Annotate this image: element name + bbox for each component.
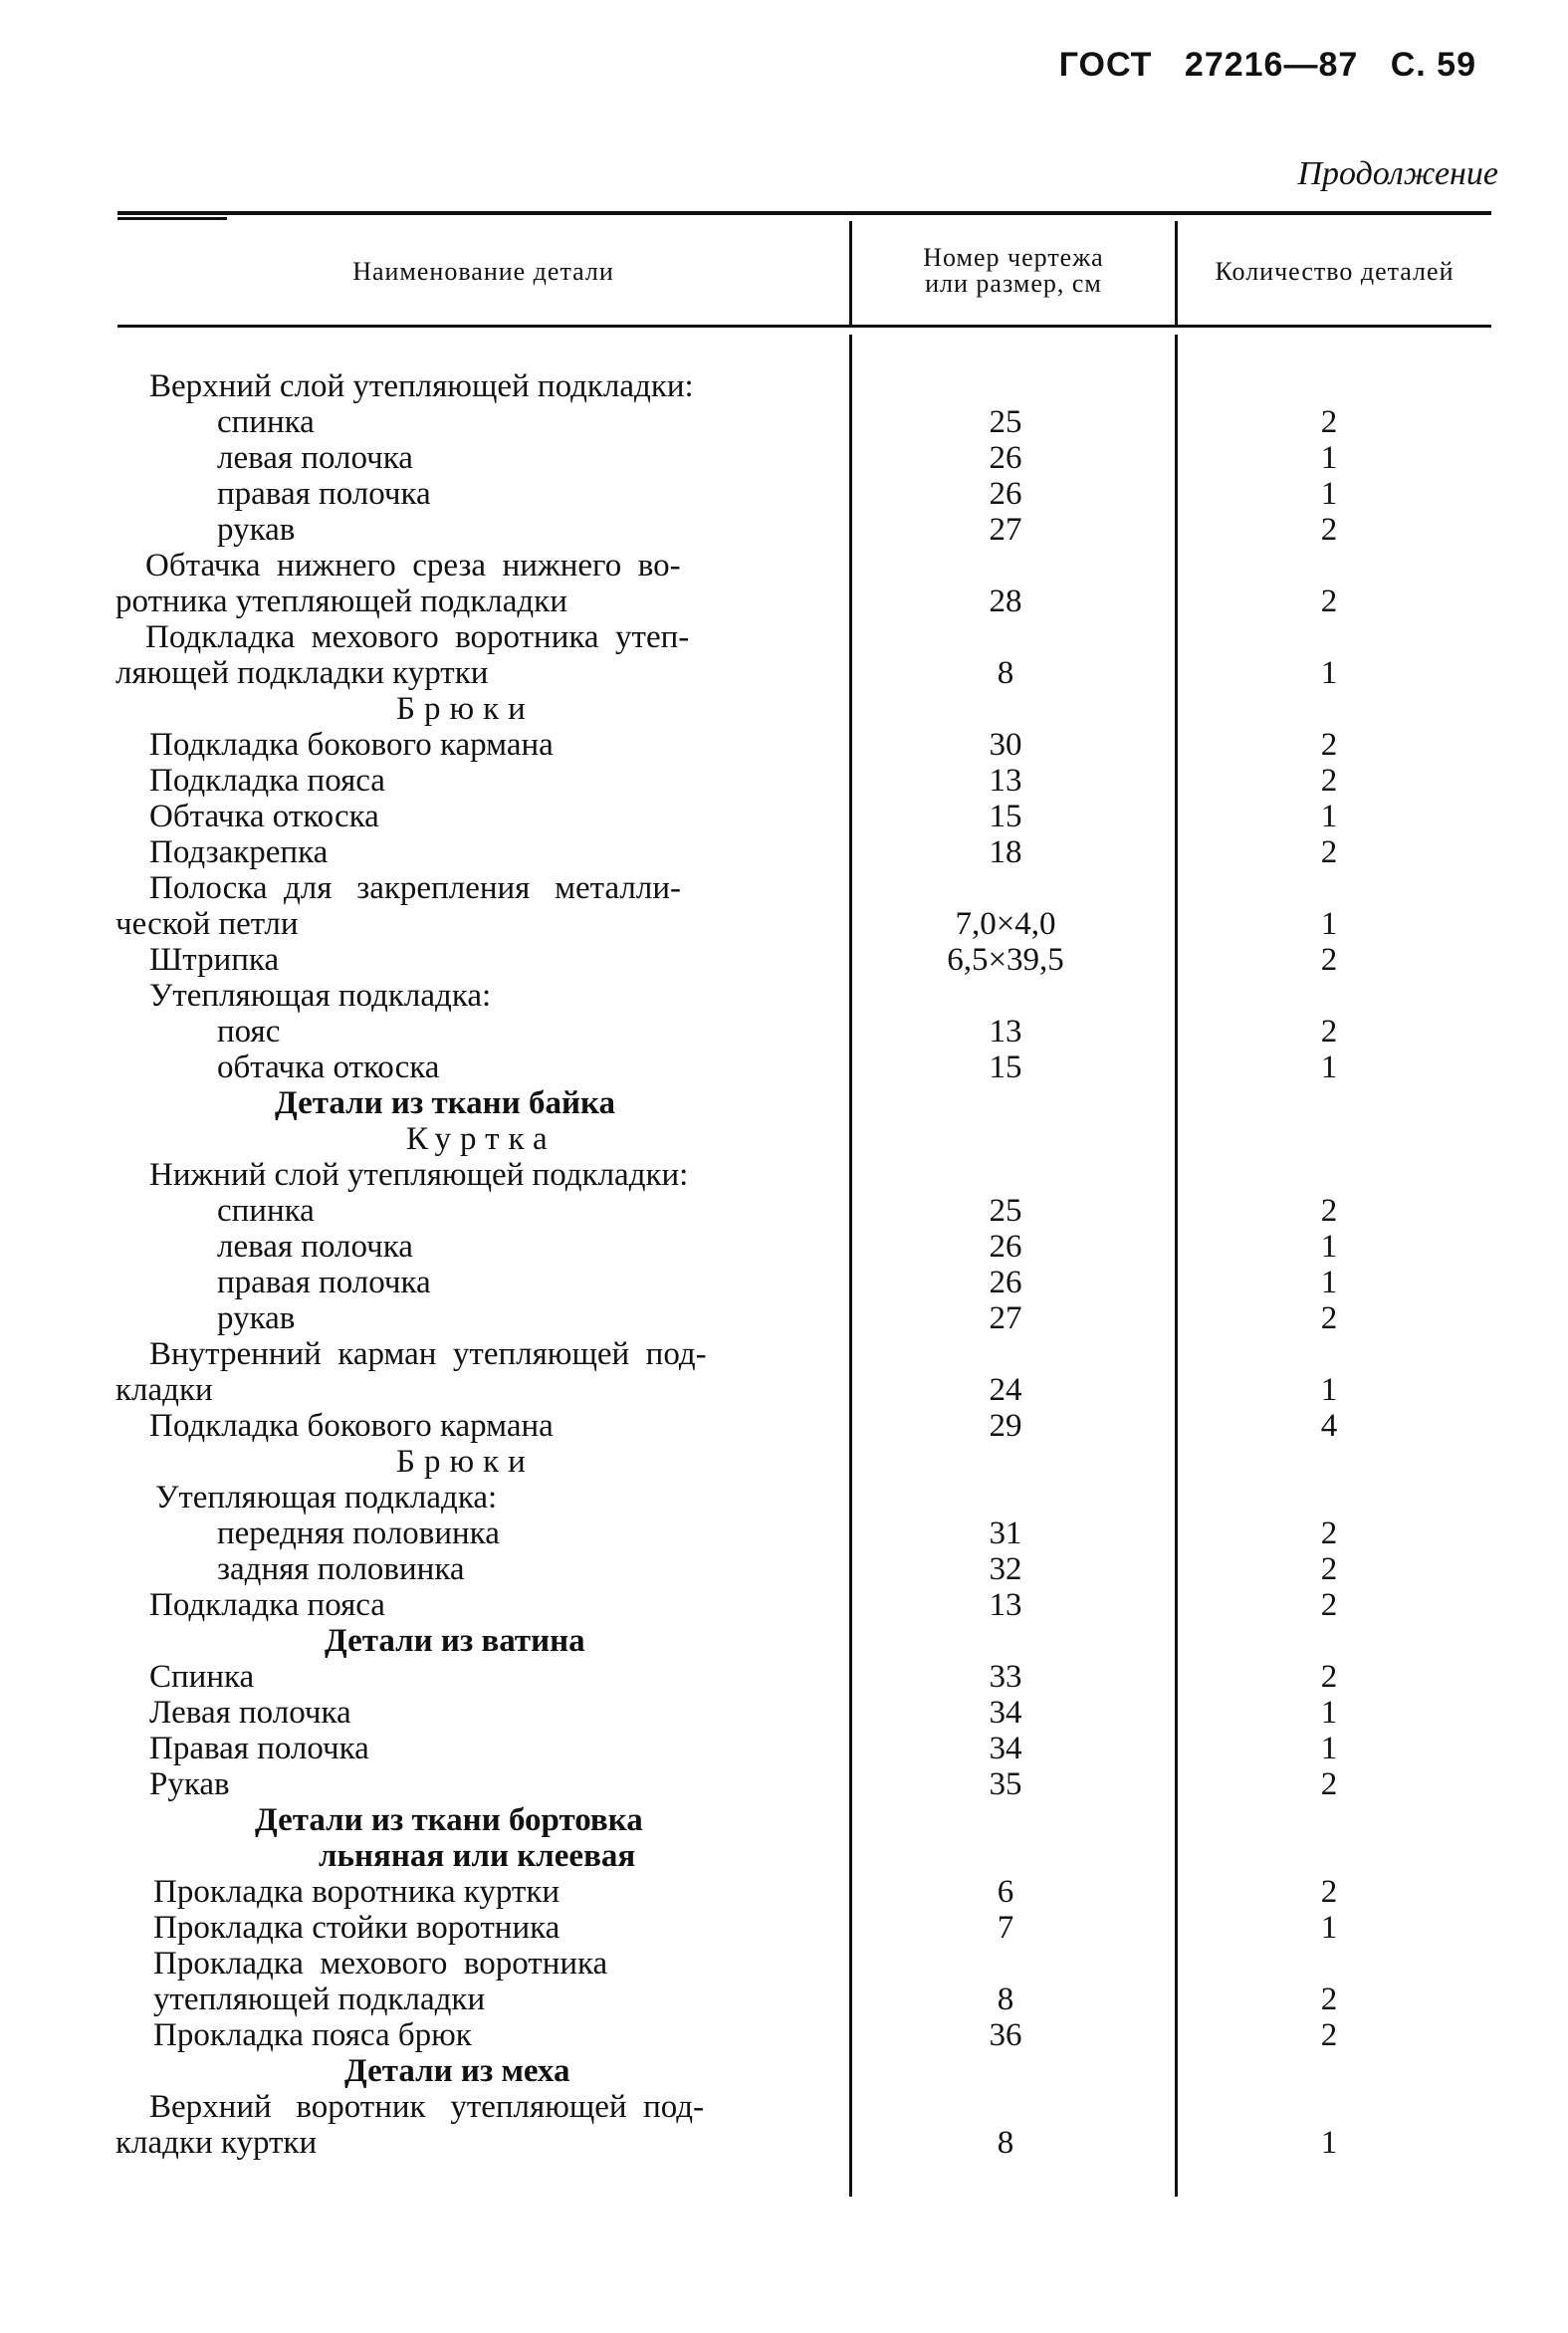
section-heading: Детали из ткани байка — [275, 1085, 615, 1121]
table-row: Утепляющая подкладка: — [155, 1480, 498, 1516]
column-header-quantity: Количество деталей — [1215, 257, 1455, 286]
table-row: Прокладка воротника куртки 6 2 — [153, 1874, 1338, 1910]
table-row: левая полочка 26 1 — [217, 1229, 1338, 1265]
table-row: Штрипка 6,5×39,5 2 — [149, 942, 1338, 978]
table-row: ротника утепляющей подкладки 28 2 — [115, 583, 1338, 619]
table-row: Прокладка стойки воротника 7 1 — [153, 1910, 1338, 1946]
table-row: Правая полочка 34 1 — [149, 1731, 1338, 1766]
table-row: спинка 25 2 — [217, 404, 1338, 440]
table-row: Прокладка мехового воротника — [153, 1946, 608, 1982]
table-row: Подкладка пояса 13 2 — [149, 763, 1338, 799]
column-header-number: Номер чертежа или размер, см — [923, 243, 1104, 298]
section-heading: льняная или клеевая — [319, 1838, 636, 1874]
table-row: Обтачка откоска 15 1 — [149, 799, 1338, 834]
header-standard: ГОСТ — [1058, 46, 1153, 84]
table-row: Верхний слой утепляющей подкладки: — [149, 368, 694, 404]
section-heading: Детали из меха — [344, 2053, 570, 2089]
table-row: ческой петли 7,0×4,0 1 — [115, 906, 1338, 942]
table-row: Верхний воротник утепляющей под- — [149, 2089, 705, 2125]
table-row: Подкладка мехового воротника утеп- — [145, 619, 690, 655]
table-row: утепляющей подкладки 8 2 — [153, 1982, 1338, 2017]
table-row: спинка 25 2 — [217, 1193, 1338, 1229]
table-row: обтачка откоска 15 1 — [217, 1050, 1338, 1085]
table-row: правая полочка 26 1 — [217, 476, 1338, 512]
header-page: С. 59 — [1390, 46, 1476, 84]
section-heading: Брюки — [396, 691, 535, 727]
table-row: Нижний слой утепляющей подкладки: — [149, 1157, 689, 1193]
header-bottom-rule — [117, 325, 1491, 328]
table-row: Внутренний карман утепляющей под- — [149, 1336, 707, 1372]
table-row: Утепляющая подкладка: — [149, 978, 492, 1014]
table-row: Рукав 35 2 — [149, 1766, 1338, 1802]
section-heading: Детали из ткани бортовка — [255, 1802, 643, 1838]
table-row: передняя половинка 31 2 — [217, 1516, 1338, 1551]
table-row: Спинка 33 2 — [149, 1659, 1338, 1695]
table-row: Подзакрепка 18 2 — [149, 834, 1338, 870]
table-row: кладки 24 1 — [115, 1372, 1338, 1408]
table-top-rule — [117, 211, 1491, 215]
section-heading: Куртка — [406, 1121, 557, 1157]
table-row: Левая полочка 34 1 — [149, 1695, 1338, 1731]
table-row: Прокладка пояса брюк 36 2 — [153, 2017, 1338, 2053]
table-row: Полоска для закрепления металли- — [149, 870, 681, 906]
table-row: Подкладка пояса 13 2 — [149, 1587, 1338, 1623]
table-body — [0, 368, 1568, 2161]
table-row: Подкладка бокового кармана 30 2 — [149, 727, 1338, 763]
table-row: задняя половинка 32 2 — [217, 1551, 1338, 1587]
table-top-rule-swash — [117, 217, 227, 220]
table-row: рукав 27 2 — [217, 512, 1338, 548]
table-row: левая полочка 26 1 — [217, 440, 1338, 476]
section-heading: Детали из ватина — [325, 1623, 585, 1659]
table-row: Подкладка бокового кармана 29 4 — [149, 1408, 1338, 1444]
column-header-name: Наименование детали — [352, 257, 614, 286]
table-row: правая полочка 26 1 — [217, 1265, 1338, 1300]
continuation-label: Продолжение — [1297, 155, 1498, 192]
table-row: рукав 27 2 — [217, 1300, 1338, 1336]
table-row: пояс 13 2 — [217, 1014, 1338, 1050]
table-row: кладки куртки 8 1 — [115, 2125, 1338, 2161]
page-header — [1037, 46, 1476, 85]
table-row: Обтачка нижнего среза нижнего во- — [145, 548, 681, 583]
table-row: ляющей подкладки куртки 8 1 — [115, 655, 1338, 691]
header-number: 27216—87 — [1184, 46, 1359, 84]
section-heading: Брюки — [396, 1444, 535, 1480]
